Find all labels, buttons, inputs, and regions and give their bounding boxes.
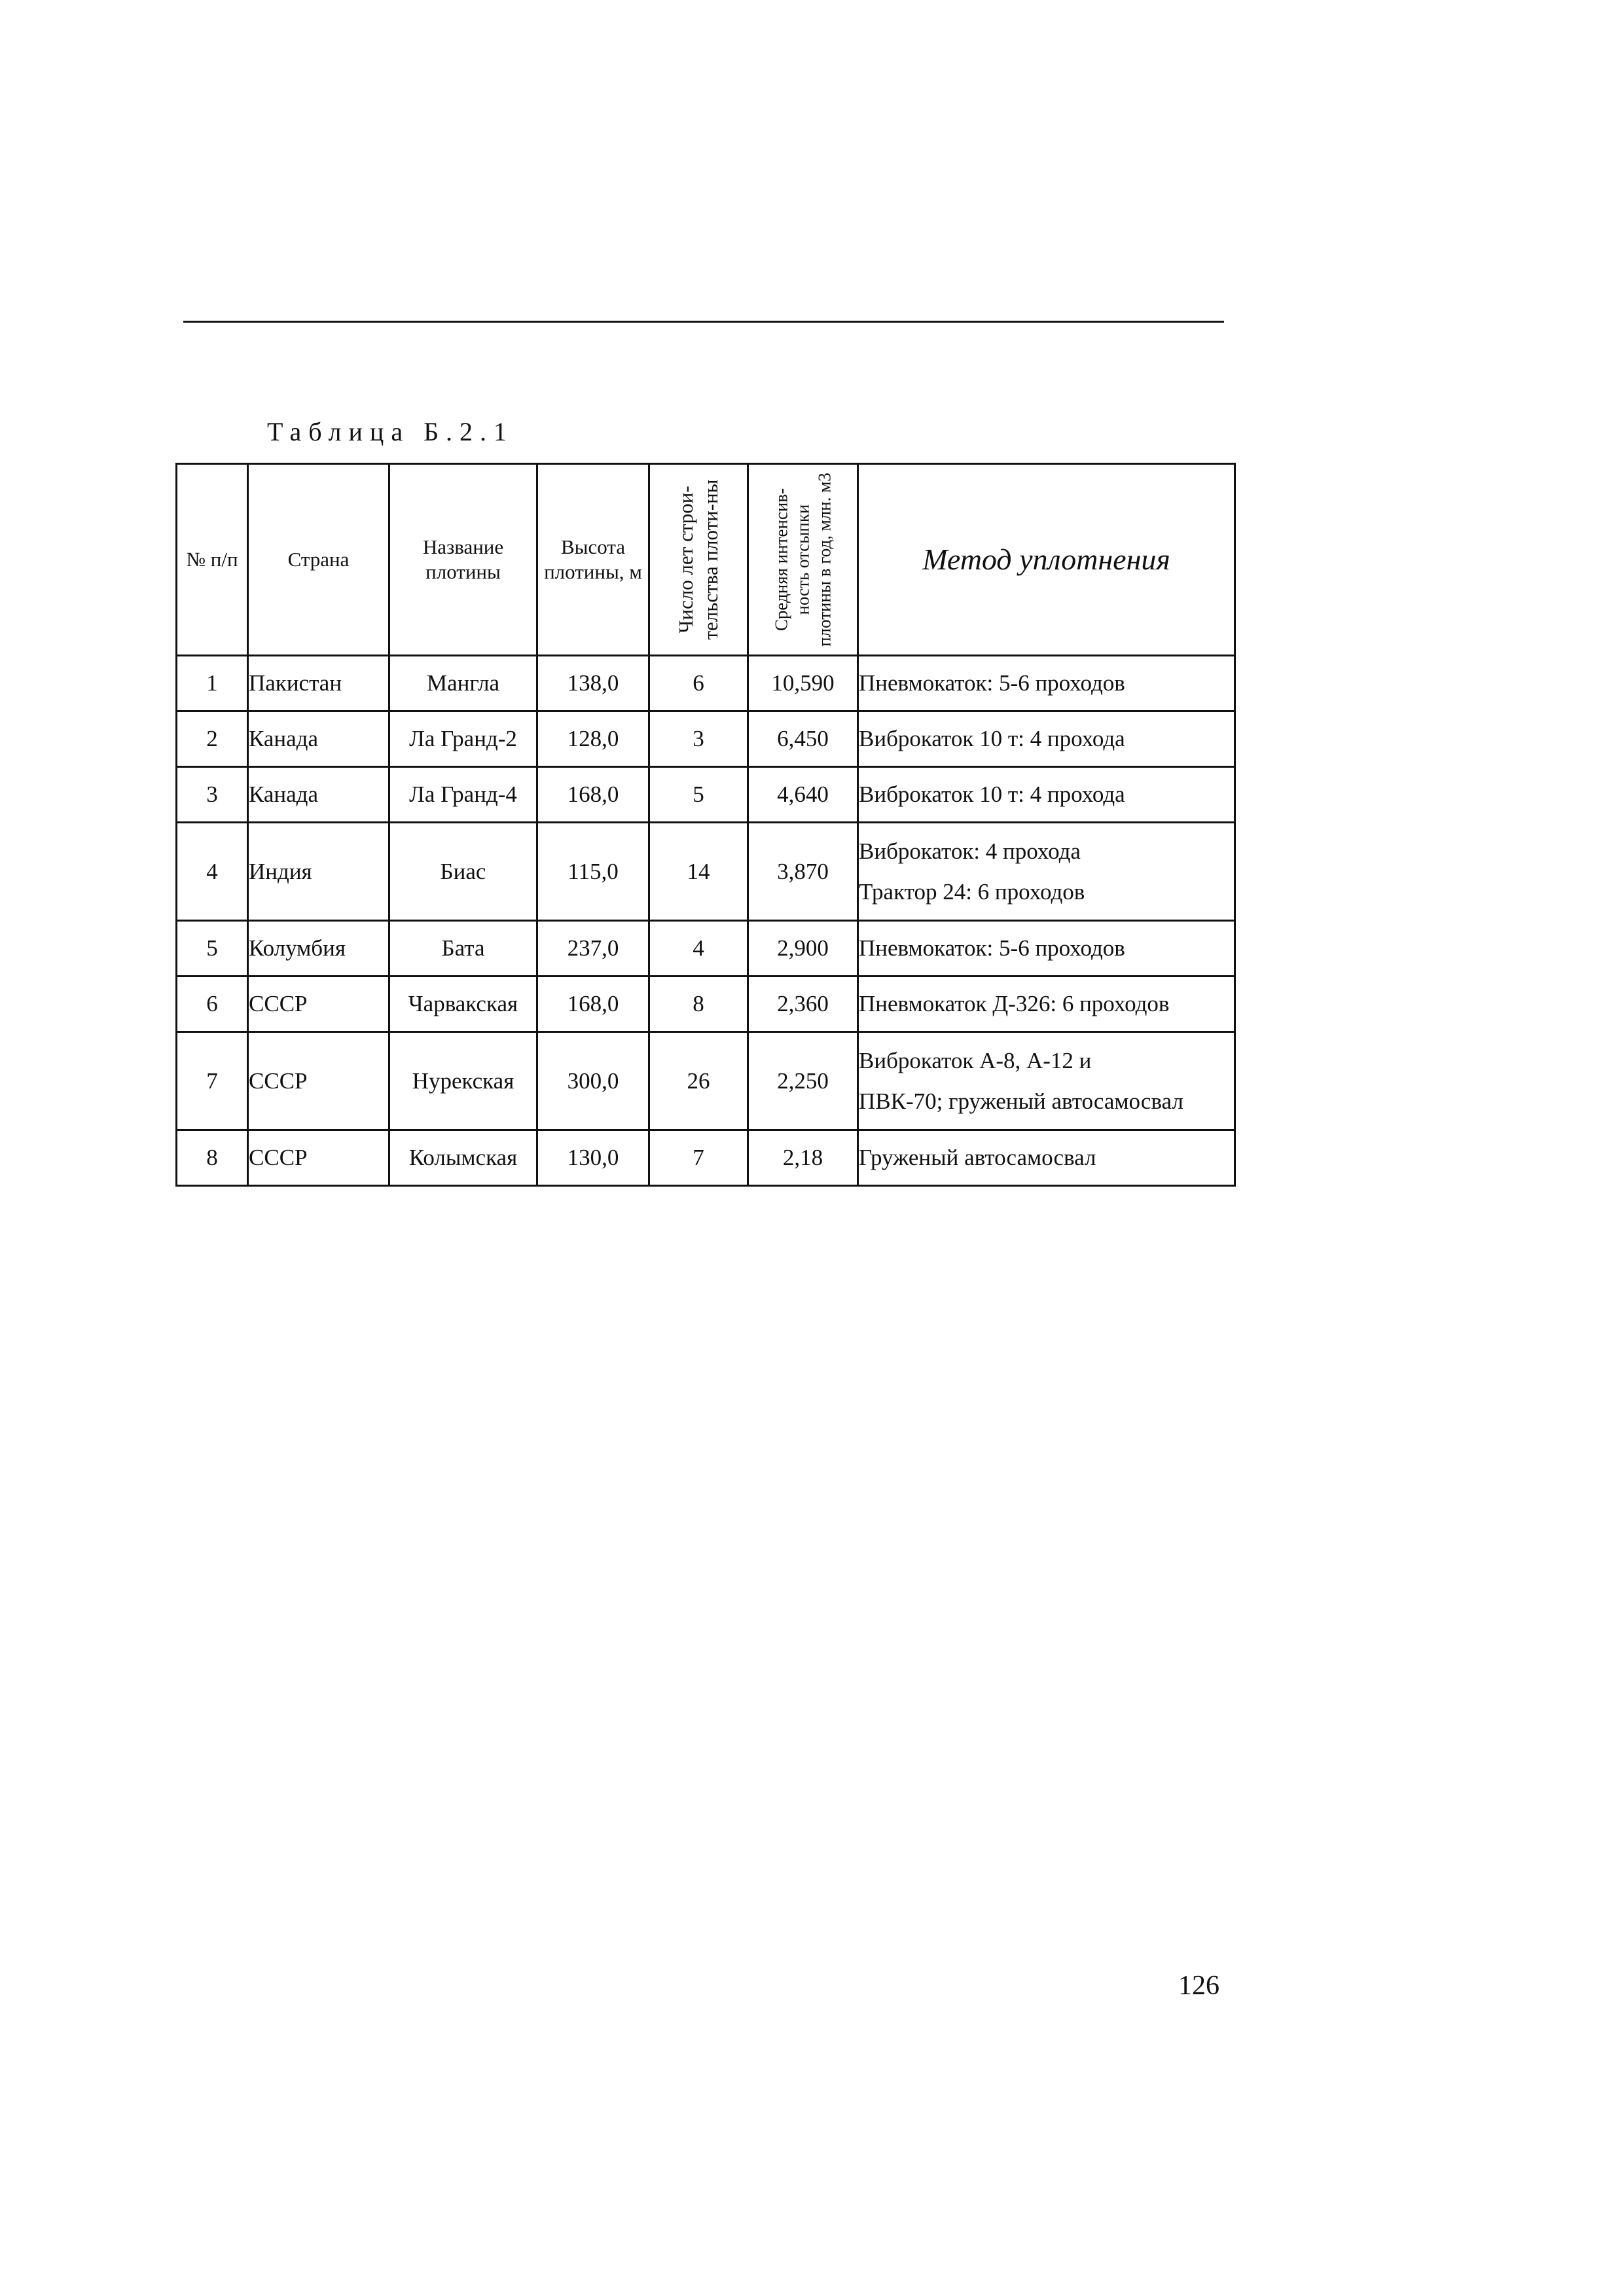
cell-construction-years: 8: [649, 977, 748, 1032]
cell-height: 138,0: [537, 656, 649, 711]
method-line: Пневмокаток Д-326: 6 проходов: [859, 991, 1170, 1016]
cell-height: 300,0: [537, 1032, 649, 1130]
method-line: Трактор 24: 6 проходов: [859, 878, 1085, 905]
cell-country: Пакистан: [248, 656, 389, 711]
cell-country: Канада: [248, 711, 389, 767]
cell-construction-years: 5: [649, 767, 748, 823]
cell-fill-intensity: 10,590: [748, 656, 858, 711]
method-line: Виброкаток: 4 прохода: [859, 838, 1081, 864]
cell-num: 2: [177, 711, 248, 767]
cell-fill-intensity: 3,870: [748, 823, 858, 921]
cell-country: Канада: [248, 767, 389, 823]
table-row: [177, 711, 1235, 767]
dam-table: [175, 463, 1236, 1187]
method-line: Виброкаток А-8, А-12 и: [859, 1047, 1092, 1073]
table-row: [177, 823, 1235, 921]
table-row: [177, 767, 1235, 823]
cell-construction-years: 4: [649, 921, 748, 977]
cell-fill-intensity: 2,360: [748, 977, 858, 1032]
table-row: [177, 921, 1235, 977]
cell-num: 8: [177, 1130, 248, 1186]
cell-height: 168,0: [537, 767, 649, 823]
method-line: Груженый автосамосвал: [859, 1145, 1096, 1170]
cell-fill-intensity: 2,18: [748, 1130, 858, 1186]
cell-method: [858, 921, 1235, 977]
cell-dam-name: Ла Гранд-4: [389, 767, 537, 823]
cell-dam-name: Ла Гранд-2: [389, 711, 537, 767]
cell-num: 4: [177, 823, 248, 921]
cell-method: [858, 656, 1235, 711]
cell-fill-intensity: 4,640: [748, 767, 858, 823]
cell-country: Индия: [248, 823, 389, 921]
cell-dam-name: Нурекская: [389, 1032, 537, 1130]
header-rule: [183, 321, 1224, 323]
cell-construction-years: 7: [649, 1130, 748, 1186]
cell-height: 130,0: [537, 1130, 649, 1186]
method-line: Пневмокаток: 5-6 проходов: [859, 935, 1125, 961]
cell-method: [858, 823, 1235, 921]
header-num: № п/п: [177, 464, 248, 656]
cell-fill-intensity: 6,450: [748, 711, 858, 767]
cell-construction-years: 14: [649, 823, 748, 921]
cell-height: 168,0: [537, 977, 649, 1032]
method-line: Виброкаток 10 т: 4 прохода: [859, 726, 1125, 751]
header-dam-name: Название плотины: [389, 464, 537, 656]
header-height: Высота плотины, м: [537, 464, 649, 656]
header-fill-intensity: [748, 464, 858, 656]
cell-country: СССР: [248, 1032, 389, 1130]
table-row: [177, 1130, 1235, 1186]
cell-construction-years: 26: [649, 1032, 748, 1130]
cell-dam-name: Биас: [389, 823, 537, 921]
cell-method: [858, 977, 1235, 1032]
header-fill-intensity-label: Средняя интенсив-ность отсыпки плотины в год, млн. м3: [771, 473, 834, 647]
cell-height: 115,0: [537, 823, 649, 921]
cell-dam-name: Чарвакская: [389, 977, 537, 1032]
header-construction-years: [649, 464, 748, 656]
cell-construction-years: 6: [649, 656, 748, 711]
header-country: Страна: [248, 464, 389, 656]
cell-num: 5: [177, 921, 248, 977]
cell-num: 3: [177, 767, 248, 823]
cell-method: [858, 1032, 1235, 1130]
cell-num: 6: [177, 977, 248, 1032]
table-row: [177, 1032, 1235, 1130]
method-line: ПВК-70; груженый автосамосвал: [859, 1088, 1183, 1114]
cell-num: 1: [177, 656, 248, 711]
cell-country: СССР: [248, 1130, 389, 1186]
table-row: [177, 656, 1235, 711]
cell-dam-name: Колымская: [389, 1130, 537, 1186]
table-row: [177, 977, 1235, 1032]
method-line: Виброкаток 10 т: 4 прохода: [859, 781, 1125, 807]
cell-height: 128,0: [537, 711, 649, 767]
table-caption: Таблица Б.2.1: [267, 417, 514, 446]
cell-dam-name: Мангла: [389, 656, 537, 711]
cell-height: 237,0: [537, 921, 649, 977]
table-header-row: [177, 464, 1235, 656]
cell-dam-name: Бата: [389, 921, 537, 977]
cell-country: Колумбия: [248, 921, 389, 977]
page-number: 126: [1178, 1971, 1219, 2001]
cell-construction-years: 3: [649, 711, 748, 767]
cell-country: СССР: [248, 977, 389, 1032]
cell-method: [858, 711, 1235, 767]
method-line: Пневмокаток: 5-6 проходов: [859, 670, 1125, 696]
cell-fill-intensity: 2,250: [748, 1032, 858, 1130]
cell-method: [858, 1130, 1235, 1186]
cell-num: 7: [177, 1032, 248, 1130]
header-method: Метод уплотнения: [858, 464, 1235, 656]
header-construction-years-label: Число лет строи-тельства плоти-ны: [674, 479, 722, 640]
cell-method: [858, 767, 1235, 823]
cell-fill-intensity: 2,900: [748, 921, 858, 977]
